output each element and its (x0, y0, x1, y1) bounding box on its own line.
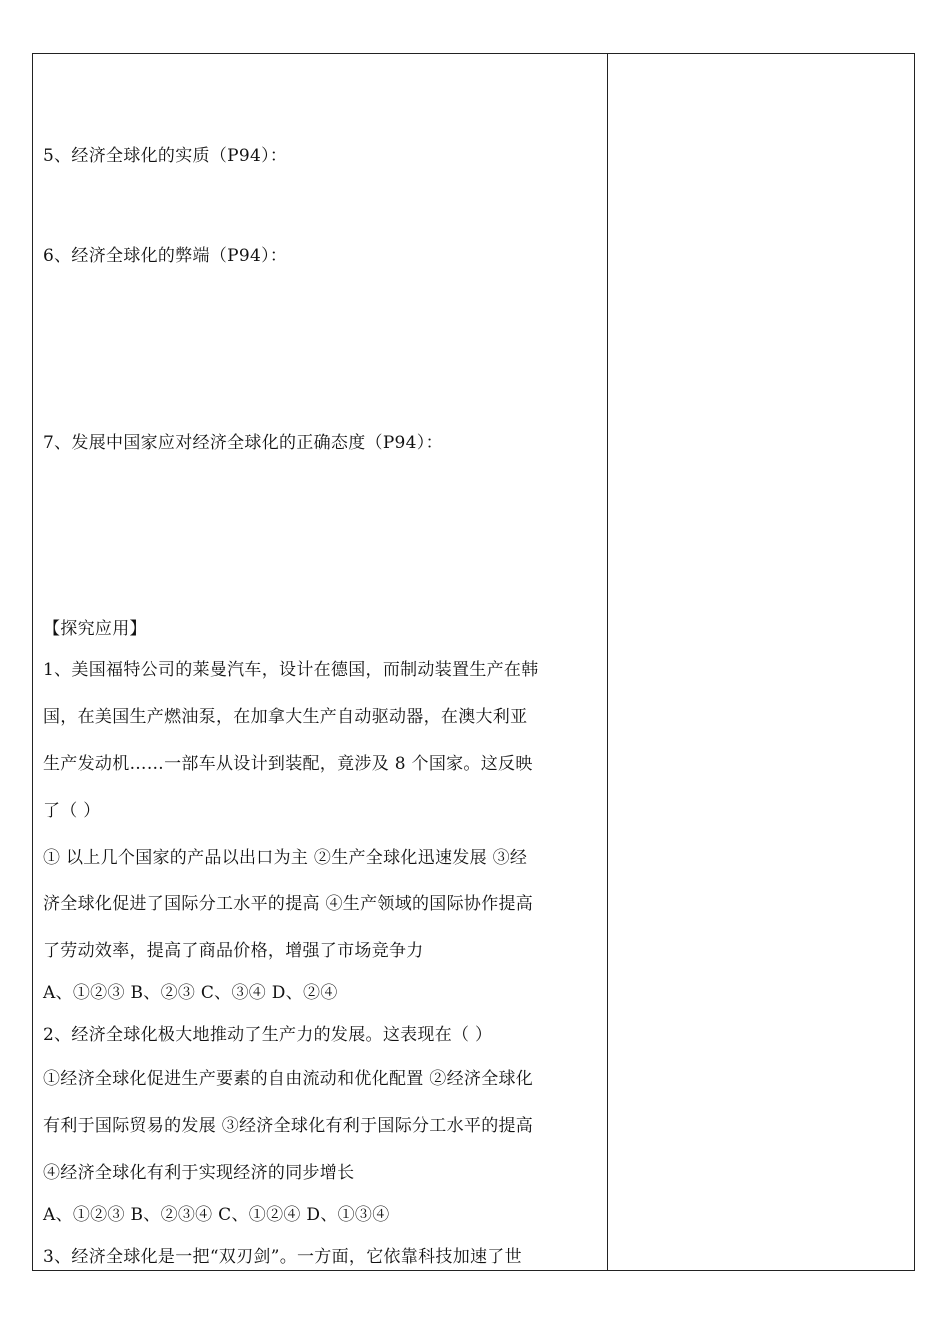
item-1-options: A、①②③ B、②③ C、③④ D、②④ (43, 983, 338, 1003)
content-cell (33, 54, 607, 1270)
item-2-statement-line: ④经济全球化有利于实现经济的同步增长 (43, 1163, 355, 1183)
item-2-stem-line: 2、经济全球化极大地推动了生产力的发展。这表现在（ ） (43, 1025, 493, 1045)
item-3-stem-line: 3、经济全球化是一把“双刃剑”。一方面，它依靠科技加速了世 (43, 1247, 522, 1267)
item-1-statement-line: 了劳动效率，提高了商品价格，增强了市场竞争力 (43, 941, 424, 961)
question-6: 6、经济全球化的弊端（P94）： (43, 246, 288, 266)
item-1-stem-line: 1、美国福特公司的莱曼汽车，设计在德国，而制动装置生产在韩 (43, 660, 539, 680)
worksheet-table (32, 53, 915, 1271)
item-2-statement-line: 有利于国际贸易的发展 ③经济全球化有利于国际分工水平的提高 (43, 1116, 534, 1136)
question-5: 5、经济全球化的实质（P94）： (43, 146, 288, 166)
item-2-statement-line: ①经济全球化促进生产要素的自由流动和优化配置 ②经济全球化 (43, 1069, 534, 1089)
section-heading-explore: 【探究应用】 (43, 619, 147, 639)
item-1-stem-line: 了（ ） (43, 801, 101, 821)
question-7: 7、发展中国家应对经济全球化的正确态度（P94）： (43, 433, 443, 453)
item-1-stem-line: 国，在美国生产燃油泵，在加拿大生产自动驱动器，在澳大利亚 (43, 707, 528, 727)
item-1-statement-line: ① 以上几个国家的产品以出口为主 ②生产全球化迅速发展 ③经 (43, 848, 528, 868)
item-1-stem-line: 生产发动机……一部车从设计到装配，竟涉及 8 个国家。这反映 (43, 754, 533, 774)
item-2-options: A、①②③ B、②③④ C、①②④ D、①③④ (43, 1205, 390, 1225)
notes-cell (608, 54, 914, 1270)
item-1-statement-line: 济全球化促进了国际分工水平的提高 ④生产领域的国际协作提高 (43, 894, 534, 914)
